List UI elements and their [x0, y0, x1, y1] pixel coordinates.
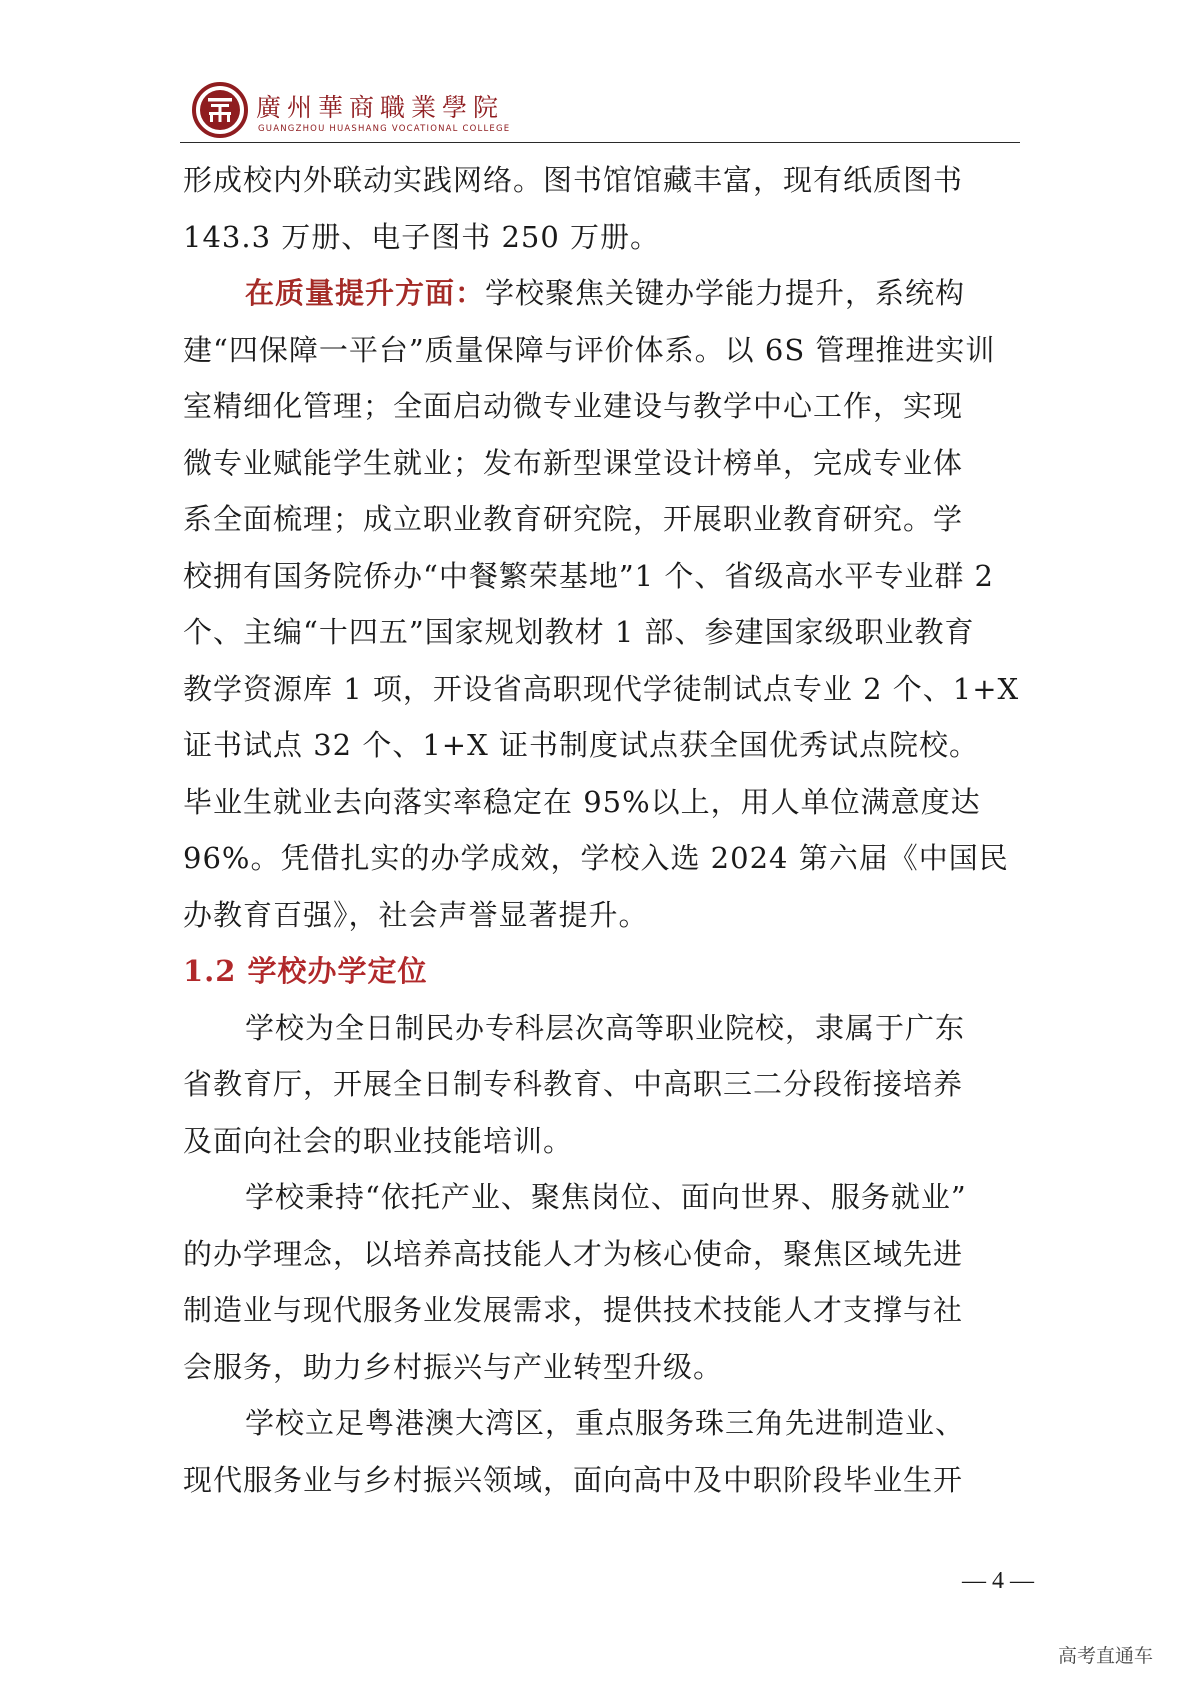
paragraph-line: 学校立足粤港澳大湾区，重点服务珠三角先进制造业、	[245, 1406, 966, 1440]
college-logo-icon	[192, 82, 248, 138]
paragraph-line: 建“四保障一平台”质量保障与评价体系。以 6S 管理推进实训	[183, 332, 996, 367]
section-heading: 1.2 学校办学定位	[183, 954, 428, 988]
college-name-en: GUANGZHOU HUASHANG VOCATIONAL COLLEGE	[258, 124, 511, 134]
page-number: — 4 —	[962, 1568, 1034, 1594]
paragraph-line: 现代服务业与乡村振兴领域，面向高中及中职阶段毕业生开	[183, 1462, 964, 1497]
quality-improvement-text: 学校聚焦关键办学能力提升，系统构	[485, 276, 966, 310]
paragraph-line: 制造业与现代服务业发展需求，提供技术技能人才支撑与社	[183, 1293, 964, 1327]
paragraph-line: 个、主编“十四五”国家规划教材 1 部、参建国家级职业教育	[183, 615, 975, 649]
paragraph-line: 毕业生就业去向落实率稳定在 95%以上，用人单位满意度达	[183, 784, 981, 819]
paragraph-line: 学校秉持“依托产业、聚焦岗位、面向世界、服务就业”	[245, 1180, 967, 1214]
college-name-cn: 廣州華商職業學院	[256, 93, 505, 122]
paragraph-line: 校拥有国务院侨办“中餐繁荣基地”1 个、省级高水平专业群 2	[183, 558, 994, 593]
paragraph-line: 省教育厅，开展全日制专科教育、中高职三二分段衔接培养	[183, 1067, 964, 1101]
document-body	[183, 152, 1020, 1508]
paragraph-line: 会服务，助力乡村振兴与产业转型升级。	[183, 1349, 724, 1384]
paragraph-line: 微专业赋能学生就业；发布新型课堂设计榜单，完成专业体	[183, 445, 964, 480]
paragraph-line	[183, 265, 1016, 322]
paragraph-line: 办教育百强》，社会声誉显著提升。	[183, 897, 649, 932]
header-divider	[180, 142, 1020, 143]
watermark-text: 高考直通车	[1058, 1645, 1154, 1667]
paragraph-line: 证书试点 32 个、1+X 证书制度试点获全国优秀试点院校。	[183, 728, 979, 762]
paragraph-line: 室精细化管理；全面启动微专业建设与教学中心工作，实现	[183, 389, 964, 423]
document-header	[190, 78, 1010, 144]
paragraph-line: 教学资源库 1 项，开设省高职现代学徒制试点专业 2 个、1+X	[183, 671, 1020, 706]
paragraph-line: 96%。凭借扎实的办学成效，学校入选 2024 第六届《中国民	[183, 841, 1009, 875]
quality-improvement-label: 在质量提升方面：	[245, 276, 486, 310]
paragraph-line: 及面向社会的职业技能培训。	[183, 1123, 574, 1158]
paragraph-line: 143.3 万册、电子图书 250 万册。	[183, 219, 661, 254]
paragraph-line: 的办学理念，以培养高技能人才为核心使命，聚焦区域先进	[183, 1236, 964, 1271]
paragraph-line: 学校为全日制民办专科层次高等职业院校，隶属于广东	[245, 1010, 966, 1045]
paragraph-line: 系全面梳理；成立职业教育研究院，开展职业教育研究。学	[183, 502, 964, 536]
paragraph-line: 形成校内外联动实践网络。图书馆馆藏丰富，现有纸质图书	[183, 163, 964, 197]
